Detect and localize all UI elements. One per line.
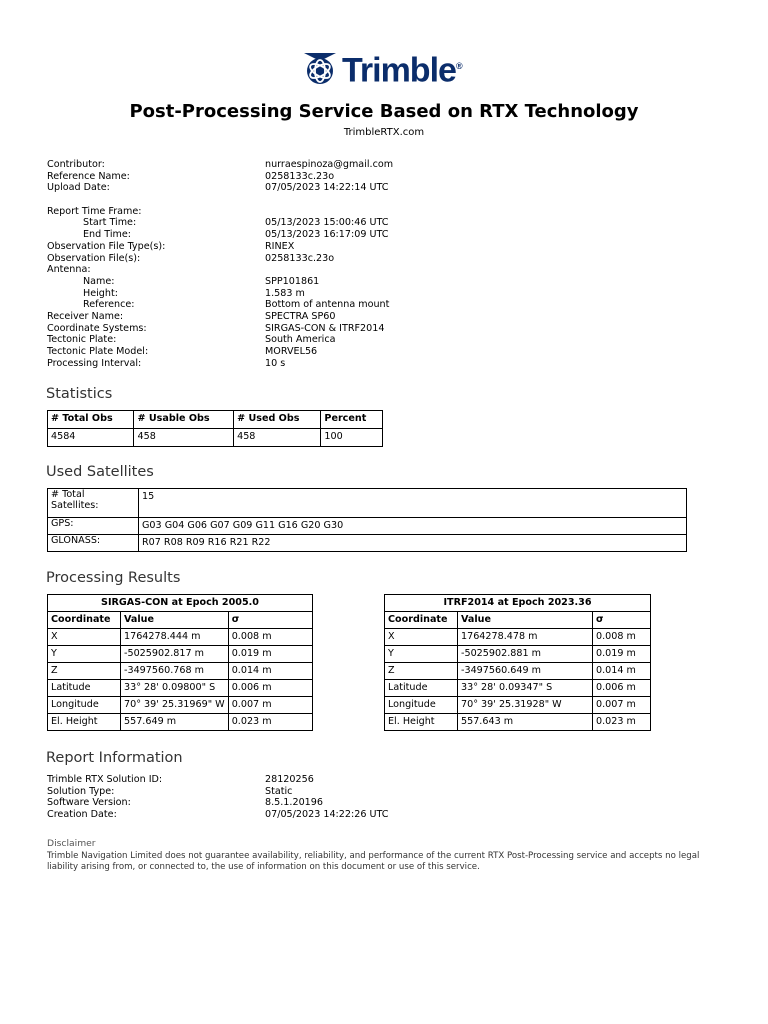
row-label: GPS: (48, 518, 139, 535)
info-value: 07/05/2023 14:22:14 UTC (265, 182, 389, 194)
info-key: Tectonic Plate: (47, 334, 117, 346)
row-label: # Total Satellites: (48, 489, 139, 518)
info-key: Tectonic Plate Model: (47, 346, 149, 357)
table-row (48, 714, 313, 731)
table-row (48, 535, 687, 552)
table-row (48, 489, 687, 518)
info-row (47, 229, 393, 241)
table-caption: SIRGAS-CON at Epoch 2005.0 (48, 595, 313, 612)
table-cell: Z (48, 663, 121, 680)
table-row (48, 429, 383, 447)
column-header: σ (593, 612, 651, 629)
table-cell: 33° 28' 0.09800" S (121, 680, 229, 697)
table-cell: Latitude (385, 680, 458, 697)
info-row (47, 334, 393, 346)
info-key: Start Time: (83, 217, 137, 229)
table-cell: X (48, 629, 121, 646)
table-row (48, 646, 313, 663)
table-cell: Y (48, 646, 121, 663)
info-value: 1.583 m (265, 287, 305, 299)
info-row (47, 797, 389, 809)
table-cell: 0.014 m (593, 663, 651, 680)
satellites-table (47, 488, 687, 552)
results-heading: Processing Results (46, 570, 181, 586)
table-cell: 0.007 m (593, 697, 651, 714)
table-cell: 0.019 m (593, 646, 651, 663)
info-key: Height: (83, 287, 118, 299)
info-value: RINEX (265, 240, 295, 252)
page-subtitle: TrimbleRTX.com (343, 127, 425, 138)
table-row (48, 697, 313, 714)
info-row (47, 786, 389, 798)
column-header: # Total Obs (48, 411, 134, 429)
info-value: 10 s (265, 357, 286, 369)
satellites-heading: Used Satellites (46, 464, 154, 480)
info-value: SIRGAS-CON & ITRF2014 (265, 322, 385, 334)
info-key: Upload Date: (47, 182, 110, 194)
table-header-row (48, 612, 313, 629)
info-row (47, 288, 393, 300)
info-row (47, 346, 393, 358)
info-value: 05/13/2023 16:17:09 UTC (265, 229, 389, 241)
info-row (47, 217, 393, 229)
info-value: MORVEL56 (265, 346, 318, 357)
info-row (47, 253, 393, 265)
column-header: # Usable Obs (134, 411, 234, 429)
table-row (385, 646, 651, 663)
info-key: Software Version: (47, 797, 131, 809)
info-row (47, 159, 393, 171)
column-header: Percent (321, 411, 383, 429)
statistics-heading: Statistics (46, 386, 113, 402)
info-value: nurraespinoza@gmail.com (265, 159, 394, 170)
sirgas-results-table (47, 594, 313, 731)
info-row (47, 809, 389, 821)
table-cell: 458 (134, 429, 234, 447)
table-cell: -3497560.649 m (458, 663, 593, 680)
table-row (385, 714, 651, 731)
table-cell: El. Height (385, 714, 458, 731)
trimble-logo (302, 48, 462, 88)
table-row (385, 697, 651, 714)
table-row (385, 680, 651, 697)
report-metadata (47, 159, 393, 369)
info-row (47, 323, 393, 335)
info-key: Processing Interval: (47, 357, 142, 369)
table-cell: 0.019 m (228, 646, 312, 663)
table-row (385, 629, 651, 646)
info-value: 05/13/2023 15:00:46 UTC (265, 217, 389, 229)
table-cell: G03 G04 G06 G07 G09 G11 G16 G20 G30 (139, 518, 687, 535)
column-header: Value (121, 612, 229, 629)
trimble-globe-icon (302, 49, 338, 87)
table-cell: Longitude (48, 697, 121, 714)
info-key: Observation File Type(s): (47, 240, 166, 252)
table-cell: 1764278.478 m (458, 629, 593, 646)
table-cell: 1764278.444 m (121, 629, 229, 646)
column-header: Coordinate (385, 612, 458, 629)
table-row (48, 518, 687, 535)
table-cell: 0.023 m (593, 714, 651, 731)
row-label: GLONASS: (48, 535, 139, 552)
info-key: Reference Name: (47, 170, 130, 182)
disclaimer-heading: Disclaimer (47, 838, 96, 849)
table-cell: 70° 39' 25.31928" W (458, 697, 593, 714)
table-cell: 0.006 m (593, 680, 651, 697)
info-value: 07/05/2023 14:22:26 UTC (265, 809, 389, 821)
table-header-row (385, 612, 651, 629)
info-key: Receiver Name: (47, 310, 124, 322)
info-row (47, 241, 393, 253)
info-value: South America (265, 334, 336, 346)
table-cell: 557.643 m (458, 714, 593, 731)
info-row (47, 206, 393, 218)
report-info (47, 774, 389, 821)
table-cell: Y (385, 646, 458, 663)
info-key: End Time: (83, 229, 131, 241)
statistics-table (47, 410, 383, 447)
column-header: # Used Obs (234, 411, 321, 429)
info-row (47, 299, 393, 311)
table-cell: 0.008 m (593, 629, 651, 646)
info-key: Reference: (83, 299, 135, 311)
table-cell: 0.007 m (228, 697, 312, 714)
info-row (47, 276, 393, 288)
info-key: Solution Type: (47, 785, 115, 797)
table-header-row (48, 411, 383, 429)
report-info-heading: Report Information (46, 750, 183, 766)
info-row (47, 182, 393, 194)
table-cell: 100 (321, 429, 383, 447)
table-row (48, 629, 313, 646)
table-row (385, 663, 651, 680)
info-row (47, 171, 393, 183)
column-header: σ (228, 612, 312, 629)
table-cell: 33° 28' 0.09347" S (458, 680, 593, 697)
info-value: SPECTRA SP60 (265, 310, 336, 322)
table-cell: 0.008 m (228, 629, 312, 646)
table-cell: 0.014 m (228, 663, 312, 680)
info-key: Trimble RTX Solution ID: (47, 774, 163, 785)
table-cell: -5025902.881 m (458, 646, 593, 663)
info-key: Creation Date: (47, 809, 117, 821)
table-row (48, 680, 313, 697)
info-value: 0258133c.23o (265, 170, 335, 182)
info-value: Bottom of antenna mount (265, 299, 390, 311)
info-key: Antenna: (47, 264, 91, 276)
info-value: 28120256 (265, 774, 314, 785)
table-cell: El. Height (48, 714, 121, 731)
info-key: Report Time Frame: (47, 205, 142, 217)
table-cell: R07 R08 R09 R16 R21 R22 (139, 535, 687, 552)
info-value: Static (265, 785, 293, 797)
logo-wordmark: Trimble (342, 51, 456, 90)
info-key: Contributor: (47, 159, 105, 170)
table-cell: Latitude (48, 680, 121, 697)
table-cell: 0.023 m (228, 714, 312, 731)
table-cell: X (385, 629, 458, 646)
column-header: Value (458, 612, 593, 629)
info-row (47, 358, 393, 370)
page-title: Post-Processing Service Based on RTX Technology (129, 101, 639, 122)
table-cell: -3497560.768 m (121, 663, 229, 680)
info-key: Name: (83, 275, 115, 287)
info-row (47, 264, 393, 276)
table-cell: -5025902.817 m (121, 646, 229, 663)
column-header: Coordinate (48, 612, 121, 629)
table-cell: 0.006 m (228, 680, 312, 697)
table-cell: 458 (234, 429, 321, 447)
table-caption: ITRF2014 at Epoch 2023.36 (385, 595, 651, 612)
info-key: Observation File(s): (47, 252, 141, 264)
info-key: Coordinate Systems: (47, 322, 147, 334)
itrf-results-table (384, 594, 651, 731)
table-cell: 557.649 m (121, 714, 229, 731)
info-row (47, 311, 393, 323)
info-row (47, 774, 389, 786)
info-value: SPP101861 (265, 275, 320, 287)
table-cell: Z (385, 663, 458, 680)
table-cell: 4584 (48, 429, 134, 447)
disclaimer-text: Trimble Navigation Limited does not guarantee availability, reliability, and performance of the current RTX Post-Processing service and accepts no legal liability arising from, or connected to, the use of information on this document or use of this service. (47, 851, 700, 872)
table-row (48, 663, 313, 680)
info-value: 8.5.1.20196 (265, 797, 323, 809)
table-cell: Longitude (385, 697, 458, 714)
registered-mark: ® (455, 60, 462, 71)
table-cell: 70° 39' 25.31969" W (121, 697, 229, 714)
info-value: 0258133c.23o (265, 252, 335, 264)
table-cell: 15 (139, 489, 687, 518)
